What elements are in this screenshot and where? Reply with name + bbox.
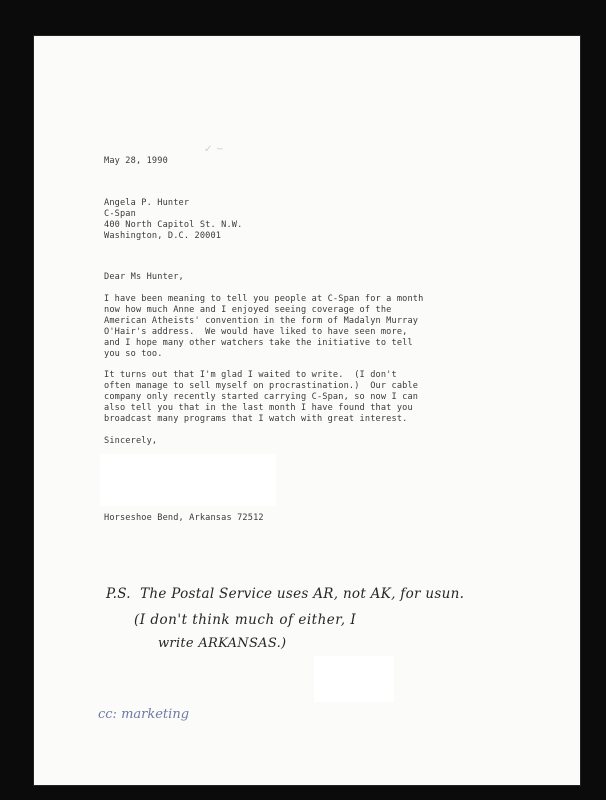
body-line: company only recently started carrying C-Span, so now I can (104, 392, 419, 402)
recipient-line: 400 North Capitol St. N.W. (104, 220, 243, 230)
faint-stamp-mark: ✓ ~ (204, 144, 224, 155)
postscript-line-3: write ARKANSAS.) (158, 636, 287, 651)
body-line: It turns out that I'm glad I waited to write. (I don't (104, 370, 397, 380)
recipient-line: C-Span (104, 209, 136, 219)
body-line: you so too. (104, 349, 163, 359)
body-line: American Atheists' convention in the form of Madalyn Murray (104, 316, 419, 326)
body-line: also tell you that in the last month I have found that you (104, 403, 413, 413)
salutation: Dear Ms Hunter, (104, 272, 184, 282)
sender-address: Horseshoe Bend, Arkansas 72512 (104, 513, 264, 523)
body-line: broadcast many programs that I watch with great interest. (104, 414, 408, 424)
postscript-line-2: (I don't think much of either, I (134, 612, 357, 628)
cc-note: cc: marketing (98, 707, 190, 722)
body-line: and I hope many other watchers take the initiative to tell (104, 338, 413, 348)
letter-date: May 28, 1990 (104, 156, 168, 166)
body-line: often manage to sell myself on procrastination.) Our cable (104, 381, 419, 391)
letter-page (34, 36, 580, 785)
body-line: O'Hair's address. We would have liked to have seen more, (104, 327, 408, 337)
lower-redaction (314, 656, 394, 702)
postscript-line-1: P.S. The Postal Service uses AR, not AK, for usun. (106, 586, 465, 602)
recipient-line: Washington, D.C. 20001 (104, 231, 222, 241)
body-line: I have been meaning to tell you people at C-Span for a month (104, 294, 424, 304)
body-line: now how much Anne and I enjoyed seeing coverage of the (104, 305, 392, 315)
recipient-line: Angela P. Hunter (104, 198, 190, 208)
closing: Sincerely, (104, 436, 158, 446)
signature-redaction (100, 454, 276, 506)
